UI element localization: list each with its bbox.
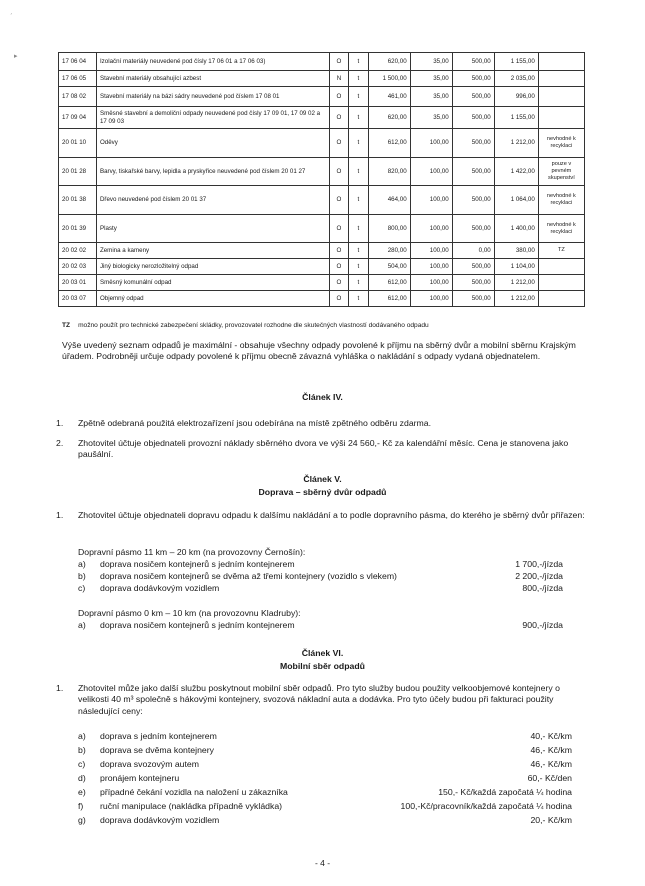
waste-code: 17 08 02 <box>59 87 97 107</box>
waste-category: O <box>329 107 348 129</box>
price-total: 1 155,00 <box>494 107 538 129</box>
waste-name: Izolační materiály neuvedené pod čísly 17 06 01 a 17 06 03) <box>96 53 329 71</box>
waste-unit: t <box>349 129 368 158</box>
waste-name: Plasty <box>96 215 329 243</box>
price-letter-f: f) <box>78 801 84 811</box>
zone-1-price-c: 800,-/jízda <box>522 583 563 593</box>
price-value-2: 35,00 <box>410 107 452 129</box>
waste-name: Oděvy <box>96 129 329 158</box>
price-total: 2 035,00 <box>494 71 538 87</box>
waste-category: O <box>329 129 348 158</box>
waste-unit: t <box>349 291 368 307</box>
waste-category: O <box>329 87 348 107</box>
zone-1-text-b: doprava nosičem kontejnerů se dvěma až třemi kontejnery (vozidlo s vlekem) <box>100 571 397 581</box>
waste-price-table <box>58 52 585 307</box>
price-letter-a: a) <box>78 731 86 741</box>
waste-unit: t <box>349 275 368 291</box>
price-value-c: 46,- Kč/km <box>530 759 572 769</box>
price-value-2: 35,00 <box>410 87 452 107</box>
table-row <box>59 87 585 107</box>
price-value-2: 100,00 <box>410 158 452 186</box>
price-value-1: 820,00 <box>368 158 410 186</box>
row-note <box>538 259 584 275</box>
price-letter-e: e) <box>78 787 86 797</box>
waste-name: Barvy, tiskařské barvy, lepidla a pryskyřice neuvedené pod číslem 20 01 27 <box>96 158 329 186</box>
price-letter-c: c) <box>78 759 86 769</box>
price-value-2: 35,00 <box>410 71 452 87</box>
price-value-3: 500,00 <box>452 158 494 186</box>
price-letter-b: b) <box>78 745 86 755</box>
waste-name: Směsné stavební a demoliční odpady neuvedené pod čísly 17 09 01, 17 09 02 a 17 09 03 <box>96 107 329 129</box>
price-value-3: 500,00 <box>452 129 494 158</box>
waste-code: 20 01 39 <box>59 215 97 243</box>
row-note: pouze v pevném skupenství <box>538 158 584 186</box>
item-number: 2. <box>56 438 64 448</box>
article-5-title: Článek V. <box>303 474 342 484</box>
zone-1-text-c: doprava dodávkovým vozidlem <box>100 583 220 593</box>
row-note <box>538 291 584 307</box>
price-value-2: 100,00 <box>410 215 452 243</box>
waste-unit: t <box>349 243 368 259</box>
table-row <box>59 158 585 186</box>
row-note <box>538 53 584 71</box>
waste-unit: t <box>349 107 368 129</box>
item-number: 1. <box>56 683 64 693</box>
price-value-3: 500,00 <box>452 53 494 71</box>
price-total: 1 155,00 <box>494 53 538 71</box>
page-number: - 4 - <box>314 858 331 868</box>
table-row <box>59 291 585 307</box>
list-item <box>56 510 586 521</box>
scan-mark: ˊ <box>10 14 13 21</box>
table-row <box>59 53 585 71</box>
price-value-2: 100,00 <box>410 129 452 158</box>
waste-unit: t <box>349 158 368 186</box>
price-total: 1 212,00 <box>494 275 538 291</box>
waste-name: Jiný biologicky nerozložitelný odpad <box>96 259 329 275</box>
zone-1-text-a: doprava nosičem kontejnerů s jedním kontejnerem <box>100 559 295 569</box>
waste-code: 20 01 38 <box>59 186 97 215</box>
waste-code: 17 06 04 <box>59 53 97 71</box>
row-note <box>538 71 584 87</box>
waste-name: Stavební materiály obsahující azbest <box>96 71 329 87</box>
item-text: Zhotovitel účtuje objednateli dopravu odpadu k dalšímu nakládání a to podle dopravního pásma, do kterého je sběrný dvůr přiřazen: <box>78 510 585 520</box>
price-value-2: 100,00 <box>410 291 452 307</box>
zone-2-text-a: doprava nosičem kontejnerů s jedním kontejnerem <box>100 620 295 630</box>
tz-text: možno použít pro technické zabezpečení skládky, provozovatel rozhodne dle skutečných vlastností dodávaného odpadu <box>78 322 429 329</box>
price-value-2: 100,00 <box>410 259 452 275</box>
price-letter-d: d) <box>78 773 86 783</box>
price-value-1: 612,00 <box>368 291 410 307</box>
waste-code: 20 01 10 <box>59 129 97 158</box>
waste-code: 20 02 02 <box>59 243 97 259</box>
waste-code: 17 06 05 <box>59 71 97 87</box>
waste-code: 20 01 28 <box>59 158 97 186</box>
tz-abbr: TZ <box>62 322 71 329</box>
waste-category: O <box>329 53 348 71</box>
table-row <box>59 129 585 158</box>
price-value-1: 612,00 <box>368 275 410 291</box>
row-note: nevhodné k recyklaci <box>538 186 584 215</box>
price-value-2: 100,00 <box>410 243 452 259</box>
row-note: nevhodné k recyklaci <box>538 129 584 158</box>
price-text-e: případné čekání vozidla na naložení u zákazníka <box>100 787 288 797</box>
waste-category: O <box>329 186 348 215</box>
price-text-a: doprava s jedním kontejnerem <box>100 731 217 741</box>
zone-1-price-a: 1 700,-/jízda <box>515 559 563 569</box>
price-value-g: 20,- Kč/km <box>530 815 572 825</box>
table-row <box>59 259 585 275</box>
zone-2-price-a: 900,-/jízda <box>522 620 563 630</box>
price-letter-g: g) <box>78 815 86 825</box>
waste-code: 20 02 03 <box>59 259 97 275</box>
waste-name: Dřevo neuvedené pod číslem 20 01 37 <box>96 186 329 215</box>
zone-1-letter-c: c) <box>78 583 86 593</box>
price-value-3: 500,00 <box>452 186 494 215</box>
waste-unit: t <box>349 215 368 243</box>
price-text-b: doprava se dvěma kontejnery <box>100 745 214 755</box>
list-item <box>56 683 586 717</box>
article-6-subtitle: Mobilní sběr odpadů <box>280 661 365 671</box>
table-row <box>59 243 585 259</box>
waste-name: Stavební materiály na bázi sádry neuvedené pod číslem 17 08 01 <box>96 87 329 107</box>
waste-category: O <box>329 243 348 259</box>
table-row <box>59 186 585 215</box>
waste-name: Objemný odpad <box>96 291 329 307</box>
zone-2-letter-a: a) <box>78 620 86 630</box>
waste-unit: t <box>349 71 368 87</box>
price-value-a: 40,- Kč/km <box>530 731 572 741</box>
waste-name: Směsný komunální odpad <box>96 275 329 291</box>
zone-1-price-b: 2 200,-/jízda <box>515 571 563 581</box>
table-row <box>59 71 585 87</box>
price-total: 1 212,00 <box>494 291 538 307</box>
price-total: 996,00 <box>494 87 538 107</box>
zone-1-letter-a: a) <box>78 559 86 569</box>
price-value-f: 100,-Kč/pracovník/každá započatá ¼ hodina <box>400 801 572 811</box>
price-value-3: 500,00 <box>452 259 494 275</box>
price-value-d: 60,- Kč/den <box>527 773 572 783</box>
waste-unit: t <box>349 186 368 215</box>
price-text-c: doprava svozovým autem <box>100 759 199 769</box>
waste-unit: t <box>349 259 368 275</box>
price-value-1: 620,00 <box>368 107 410 129</box>
price-value-1: 612,00 <box>368 129 410 158</box>
waste-category: O <box>329 275 348 291</box>
item-text: Zhotovitel účtuje objednateli provozní náklady sběrného dvora ve výši 24 560,- Kč za kalendářní měsíc. Cena je stanovena jako paušální. <box>78 438 569 460</box>
price-total: 1 212,00 <box>494 129 538 158</box>
row-note <box>538 107 584 129</box>
price-value-b: 46,- Kč/km <box>530 745 572 755</box>
waste-unit: t <box>349 53 368 71</box>
price-total: 1 422,00 <box>494 158 538 186</box>
waste-category: O <box>329 259 348 275</box>
price-value-3: 500,00 <box>452 107 494 129</box>
row-note: nevhodné k recyklaci <box>538 215 584 243</box>
article-5-subtitle: Doprava – sběrný dvůr odpadů <box>258 487 387 497</box>
price-total: 1 104,00 <box>494 259 538 275</box>
price-value-1: 620,00 <box>368 53 410 71</box>
intro-paragraph: Výše uvedený seznam odpadů je maximální - obsahuje všechny odpady povolené k příjmu na sběrný dvůr a mobilní sběrnu Krajským úřadem. Podrobněji určuje odpady povolené k příjmu obecně závazná vyhláška o nakládání s odpady vydaná objednatelem. <box>62 340 576 362</box>
zone-2-label: Dopravní pásmo 0 km – 10 km (na provozovnu Kladruby): <box>78 608 301 618</box>
table-row <box>59 215 585 243</box>
table-row <box>59 275 585 291</box>
price-total: 380,00 <box>494 243 538 259</box>
item-number: 1. <box>56 510 64 520</box>
price-value-3: 500,00 <box>452 291 494 307</box>
price-text-f: ruční manipulace (nakládka případně vykládka) <box>100 801 283 811</box>
waste-code: 20 03 01 <box>59 275 97 291</box>
price-total: 1 064,00 <box>494 186 538 215</box>
price-value-1: 464,00 <box>368 186 410 215</box>
waste-category: O <box>329 215 348 243</box>
waste-category: N <box>329 71 348 87</box>
item-text: Zpětně odebraná použitá elektrozařízení jsou odebírána na místě zpětného odběru zdarma. <box>78 418 432 428</box>
waste-name: Zemina a kameny <box>96 243 329 259</box>
price-value-3: 500,00 <box>452 87 494 107</box>
price-text-g: doprava dodávkovým vozidlem <box>100 815 220 825</box>
zone-1-letter-b: b) <box>78 571 86 581</box>
price-text-d: pronájem kontejneru <box>100 773 180 783</box>
row-note <box>538 87 584 107</box>
waste-unit: t <box>349 87 368 107</box>
tz-footnote <box>62 322 429 329</box>
waste-code: 17 09 04 <box>59 107 97 129</box>
row-note <box>538 275 584 291</box>
waste-category: O <box>329 158 348 186</box>
list-item <box>56 418 586 429</box>
row-note: TZ <box>538 243 584 259</box>
item-text: Zhotovitel může jako další službu poskytnout mobilní sběr odpadů. Pro tyto služby budou použity velkoobjemové kontejnery o velikosti 40 m³ společně s hákovými kontejnery, svozová nákladní auta a dodávka. Pro tyto účely budou při fakturaci použity následující ceny: <box>78 683 560 716</box>
item-number: 1. <box>56 418 64 428</box>
article-4-title: Článek IV. <box>302 392 343 402</box>
price-value-2: 35,00 <box>410 53 452 71</box>
price-value-1: 504,00 <box>368 259 410 275</box>
zone-1-label: Dopravní pásmo 11 km – 20 km (na provozovny Černošín): <box>78 547 306 557</box>
price-value-1: 280,00 <box>368 243 410 259</box>
price-value-3: 500,00 <box>452 215 494 243</box>
table-row <box>59 107 585 129</box>
scan-mark: ▸ <box>14 53 18 60</box>
price-value-1: 1 500,00 <box>368 71 410 87</box>
waste-category: O <box>329 291 348 307</box>
price-value-1: 461,00 <box>368 87 410 107</box>
list-item <box>56 438 586 461</box>
price-value-2: 100,00 <box>410 186 452 215</box>
price-value-3: 500,00 <box>452 71 494 87</box>
price-value-1: 800,00 <box>368 215 410 243</box>
price-value-2: 100,00 <box>410 275 452 291</box>
price-value-e: 150,- Kč/každá započatá ¼ hodina <box>438 787 572 797</box>
price-value-3: 0,00 <box>452 243 494 259</box>
article-6-title: Článek VI. <box>301 648 344 658</box>
waste-code: 20 03 07 <box>59 291 97 307</box>
price-total: 1 400,00 <box>494 215 538 243</box>
price-value-3: 500,00 <box>452 275 494 291</box>
